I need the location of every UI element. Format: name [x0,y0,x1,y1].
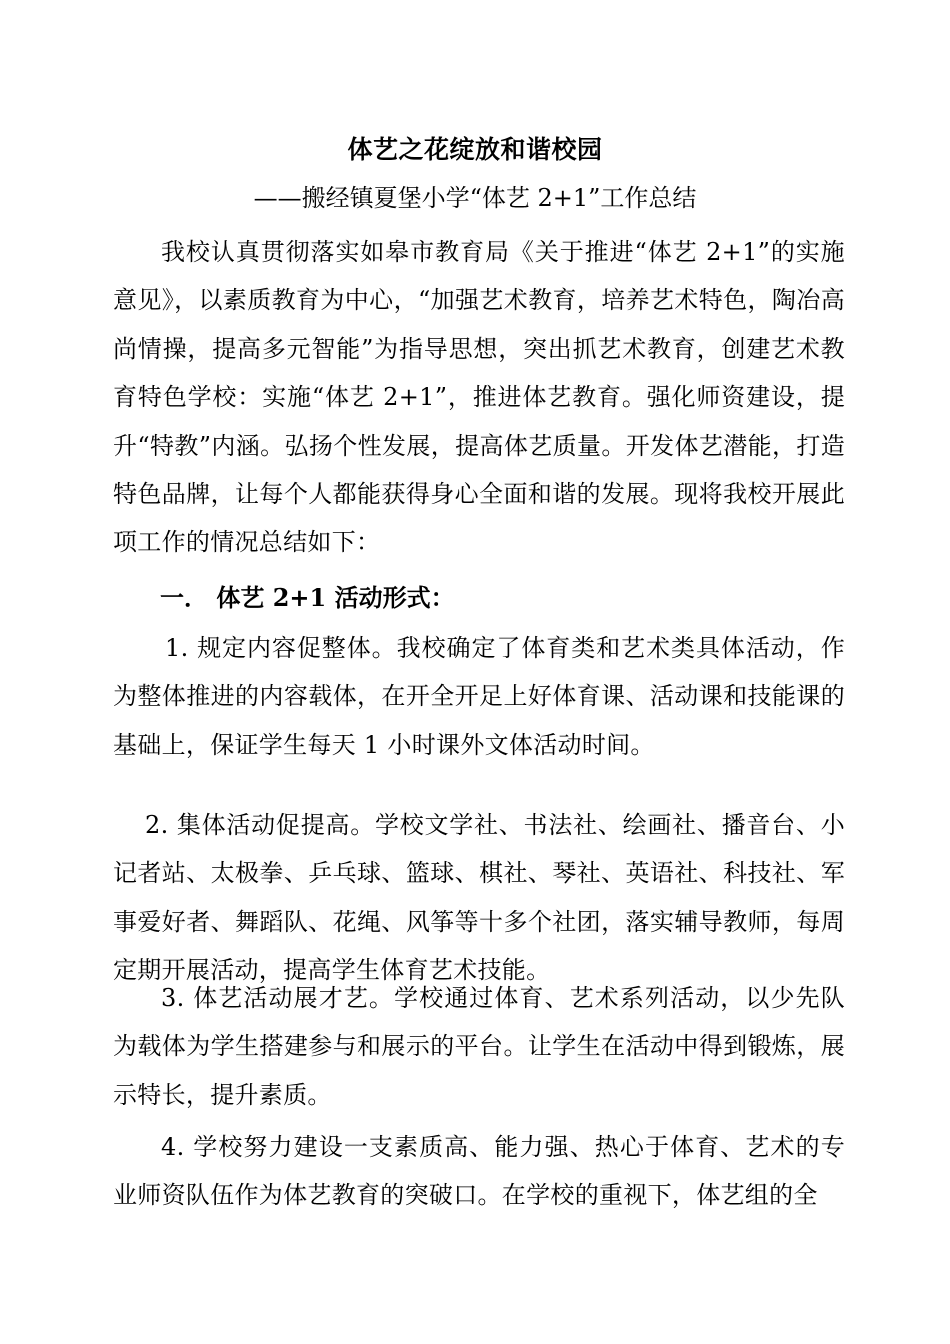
document-title: 体艺之花绽放和谐校园 [347,135,603,164]
paragraph-2: 2. 集体活动促提高。学校文学社、书法社、绘画社、播音台、小记者站、太极拳、乒乓球、篮球、棋社、琴社、英语社、科技社、军事爱好者、舞蹈队、花绳、风筝等十多个社团，落实辅导教师，每周定期开展活动，提高学生体育艺术技能。 [113,811,845,985]
paragraph-4: 4. 学校努力建设一支素质高、能力强、热心于体育、艺术的专业师资队伍作为体艺教育的突破口。在学校的重视下，体艺组的全 [113,1133,845,1210]
document-subtitle: ——搬经镇夏堡小学“体艺 2+1”工作总结 [253,184,697,212]
paragraph-1: 1. 规定内容促整体。我校确定了体育类和艺术类具体活动，作为整体推进的内容载体，在开全开足上好体育课、活动课和技能课的基础上，保证学生每天 1 小时课外文体活动时间。 [113,634,845,759]
paragraph-3: 3. 体艺活动展才艺。学校通过体育、艺术系列活动，以少先队为载体为学生搭建参与和展示的平台。让学生在活动中得到锻炼，展示特长，提升素质。 [113,984,845,1109]
intro-paragraph: 我校认真贯彻落实如皋市教育局《关于推进“体艺 2+1”的实施意见》，以素质教育为中心，“加强艺术教育，培养艺术特色，陶冶高尚情操，提高多元智能”为指导思想，突出抓艺术教育，创建艺术教育特色学校：实施“体艺 2+1”，推进体艺教育。强化师资建设，提升“特教”内涵。弘扬个性发展，提高体艺质量。开发体艺潜能，打造特色品牌，让每个人都能获得身心全面和谐的发展。现将我校开展此项工作的情况总结如下： [113,238,845,557]
section-heading: 一． 体艺 2+1 活动形式： [160,583,455,612]
